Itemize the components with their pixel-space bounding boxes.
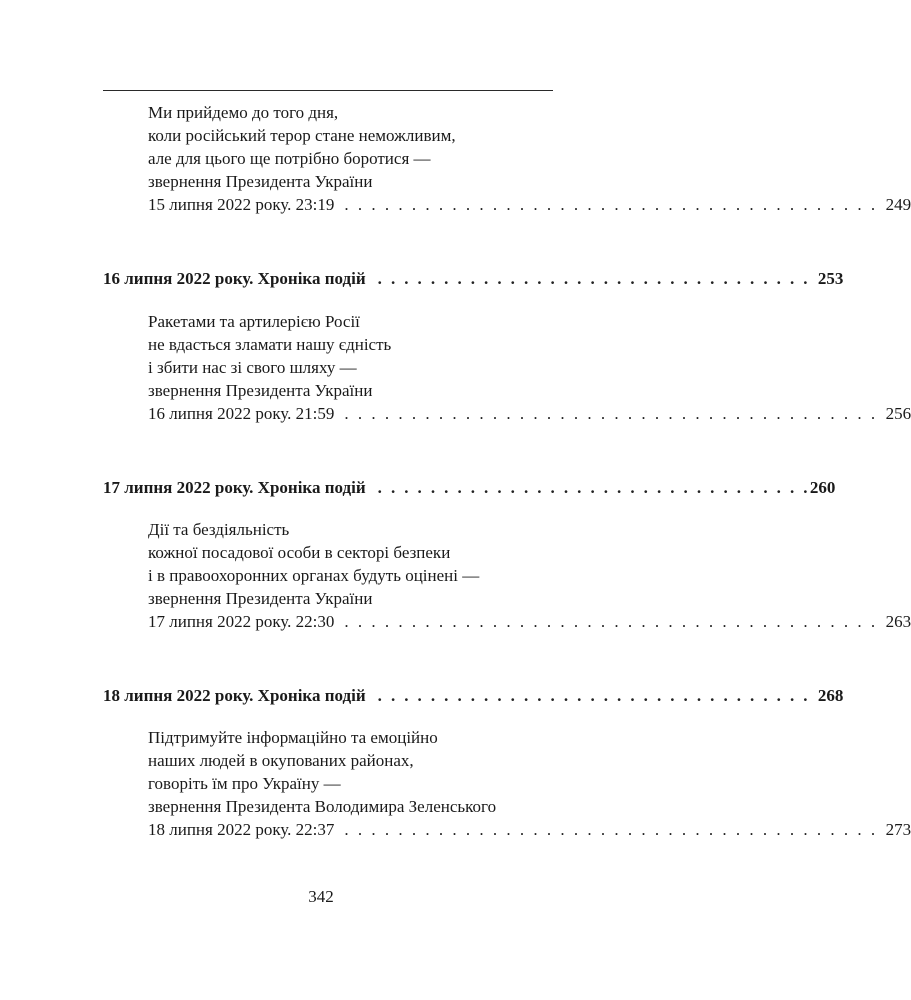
entry-date: 16 липня 2022 року. 21:59 [148,404,335,423]
entry-date: 15 липня 2022 року. 23:19 [148,195,335,214]
dot-leader: . . . . . . . . . . . . . . . . . . . . . . . . . . . . . . . . . . . . . . . . [344,195,878,214]
dot-leader: . . . . . . . . . . . . . . . . . . . . . . . . . . . . . . . . . [377,478,810,497]
entry-title-line: звернення Президента Володимира Зеленського [148,797,497,816]
section-title: 16 липня 2022 року. Хроніка подій [103,269,366,288]
entry-title-line: і збити нас зі свого шляху — [148,358,357,377]
section-title: 18 липня 2022 року. Хроніка подій [103,686,366,705]
entry-title-line: не вдасться зламати нашу єдність [148,335,392,354]
entry-date-line [148,402,911,425]
entry-date: 17 липня 2022 року. 22:30 [148,612,335,631]
toc-section-heading[interactable] [103,476,836,499]
section-page-number: 260 [809,478,836,497]
page-number: 342 [308,887,334,906]
entry-title-line: але для цього ще потрібно боротися — [148,149,431,168]
toc-entry[interactable] [148,518,911,633]
dot-leader: . . . . . . . . . . . . . . . . . . . . . . . . . . . . . . . . . . . . . . . . [344,404,878,423]
toc-entry[interactable] [148,101,911,216]
entry-page-number: 263 [885,612,911,631]
entry-title-line: звернення Президента України [148,381,373,400]
entry-date-line [148,818,911,841]
section-page-number: 253 [817,269,844,288]
entry-title-line: кожної посадової особи в секторі безпеки [148,543,451,562]
entry-title-line: і в правоохоронних органах будуть оцінені — [148,566,480,585]
toc-section-heading[interactable] [103,684,844,707]
dot-leader: . . . . . . . . . . . . . . . . . . . . . . . . . . . . . . . . . . . . . . . . [344,612,878,631]
section-page-number: 268 [817,686,844,705]
entry-title-line: наших людей в окупованих районах, [148,751,414,770]
top-rule [103,90,553,91]
entry-date-line [148,193,911,216]
entry-title-line: Ракетами та артилерією Росії [148,312,360,331]
toc-entry[interactable] [148,726,911,841]
entry-date-line [148,610,911,633]
entry-page-number: 249 [885,195,911,214]
section-title: 17 липня 2022 року. Хроніка подій [103,478,366,497]
dot-leader: . . . . . . . . . . . . . . . . . . . . . . . . . . . . . . . . . . . . . . . . [344,820,878,839]
toc-entry[interactable] [148,310,911,425]
toc-section-heading[interactable] [103,267,844,290]
entry-title-line: Підтримуйте інформаційно та емоційно [148,728,438,747]
entry-title-line: коли російський терор стане неможливим, [148,126,456,145]
entry-page-number: 273 [885,820,911,839]
dot-leader: . . . . . . . . . . . . . . . . . . . . . . . . . . . . . . . . . [377,686,810,705]
dot-leader: . . . . . . . . . . . . . . . . . . . . . . . . . . . . . . . . . [377,269,810,288]
entry-page-number: 256 [885,404,911,423]
entry-title-line: Дії та бездіяльність [148,520,290,539]
entry-title-line: звернення Президента України [148,589,373,608]
entry-title-line: говоріть їм про Україну — [148,774,341,793]
entry-date: 18 липня 2022 року. 22:37 [148,820,335,839]
entry-title-line: Ми прийдемо до того дня, [148,103,339,122]
entry-title-line: звернення Президента України [148,172,373,191]
